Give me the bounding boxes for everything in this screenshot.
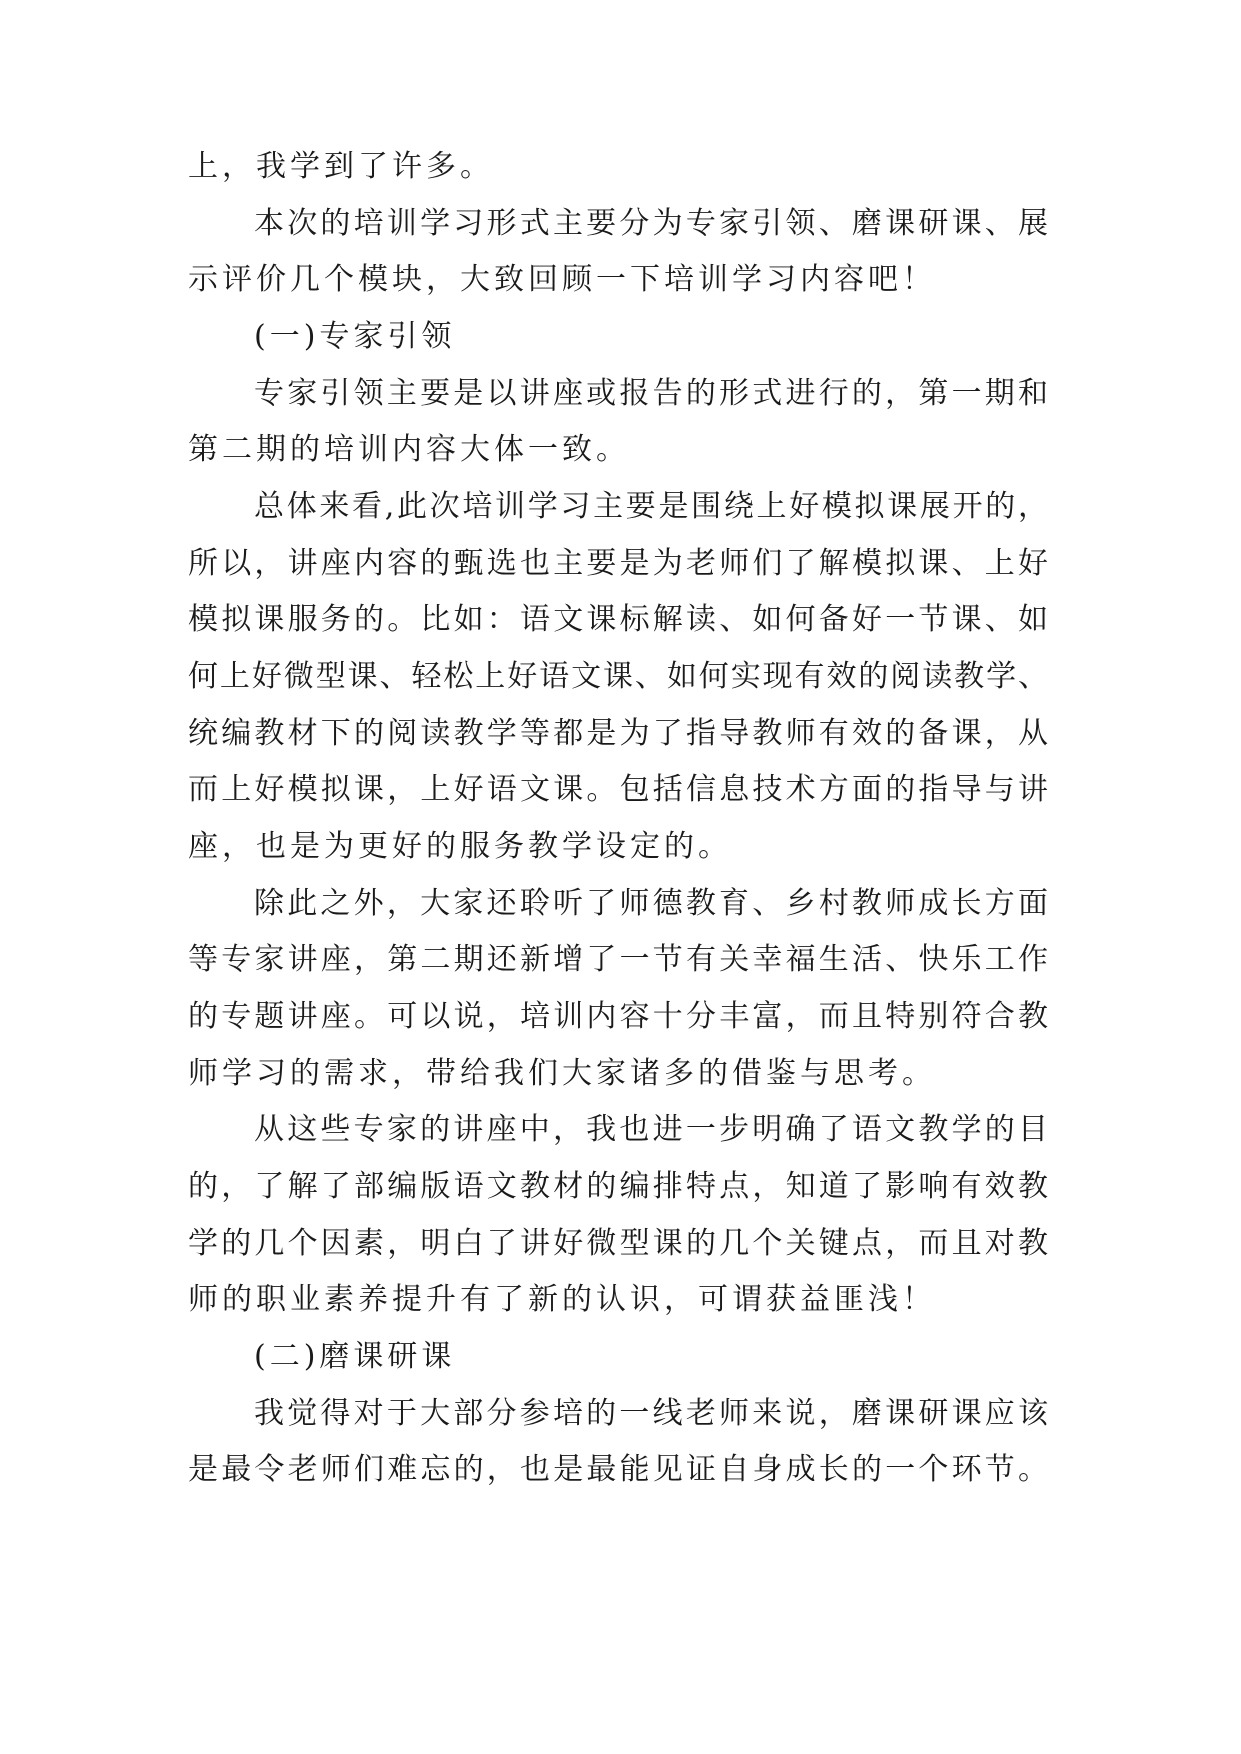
- text-line: 所以，讲座内容的甄选也主要是为老师们了解模拟课、上好: [188, 546, 1048, 581]
- text-line: 专家引领主要是以讲座或报告的形式进行的，第一期和: [254, 376, 1048, 411]
- text-line: 本次的培训学习形式主要分为专家引领、磨课研课、展: [254, 206, 1048, 241]
- text-line: 总体来看,此次培训学习主要是围绕上好模拟课展开的，: [254, 489, 1048, 524]
- text-line: 第二期的培训内容大体一致。: [188, 432, 630, 467]
- text-line: 而上好模拟课，上好语文课。包括信息技术方面的指导与讲: [188, 772, 1048, 807]
- text-line: 除此之外，大家还聆听了师德教育、乡村教师成长方面: [254, 886, 1048, 921]
- text-line: 的，了解了部编版语文教材的编排特点，知道了影响有效教: [188, 1169, 1048, 1204]
- text-line: 是最令老师们难忘的，也是最能见证自身成长的一个环节。: [188, 1452, 1048, 1487]
- text-line: 示评价几个模块，大致回顾一下培训学习内容吧！: [188, 262, 936, 297]
- text-line: 统编教材下的阅读教学等都是为了指导教师有效的备课，从: [188, 716, 1048, 751]
- text-line: 我觉得对于大部分参培的一线老师来说，磨课研课应该: [254, 1396, 1048, 1431]
- text-line: 座，也是为更好的服务教学设定的。: [188, 829, 732, 864]
- text-line: 何上好微型课、轻松上好语文课、如何实现有效的阅读教学、: [188, 659, 1048, 694]
- text-line: 师学习的需求，带给我们大家诸多的借鉴与思考。: [188, 1056, 936, 1091]
- text-line: 的专题讲座。可以说，培训内容十分丰富，而且特别符合教: [188, 999, 1048, 1034]
- text-line: 上，我学到了许多。: [188, 149, 494, 184]
- section-heading: (二)磨课研课: [254, 1339, 456, 1374]
- text-line: 模拟课服务的。比如：语文课标解读、如何备好一节课、如: [188, 602, 1048, 637]
- text-line: 从这些专家的讲座中，我也进一步明确了语文教学的目: [254, 1112, 1048, 1147]
- text-line: 学的几个因素，明白了讲好微型课的几个关键点，而且对教: [188, 1226, 1048, 1261]
- text-line: 等专家讲座，第二期还新增了一节有关幸福生活、快乐工作: [188, 942, 1048, 977]
- section-heading: (一)专家引领: [254, 319, 456, 354]
- text-line: 师的职业素养提升有了新的认识，可谓获益匪浅！: [188, 1282, 936, 1317]
